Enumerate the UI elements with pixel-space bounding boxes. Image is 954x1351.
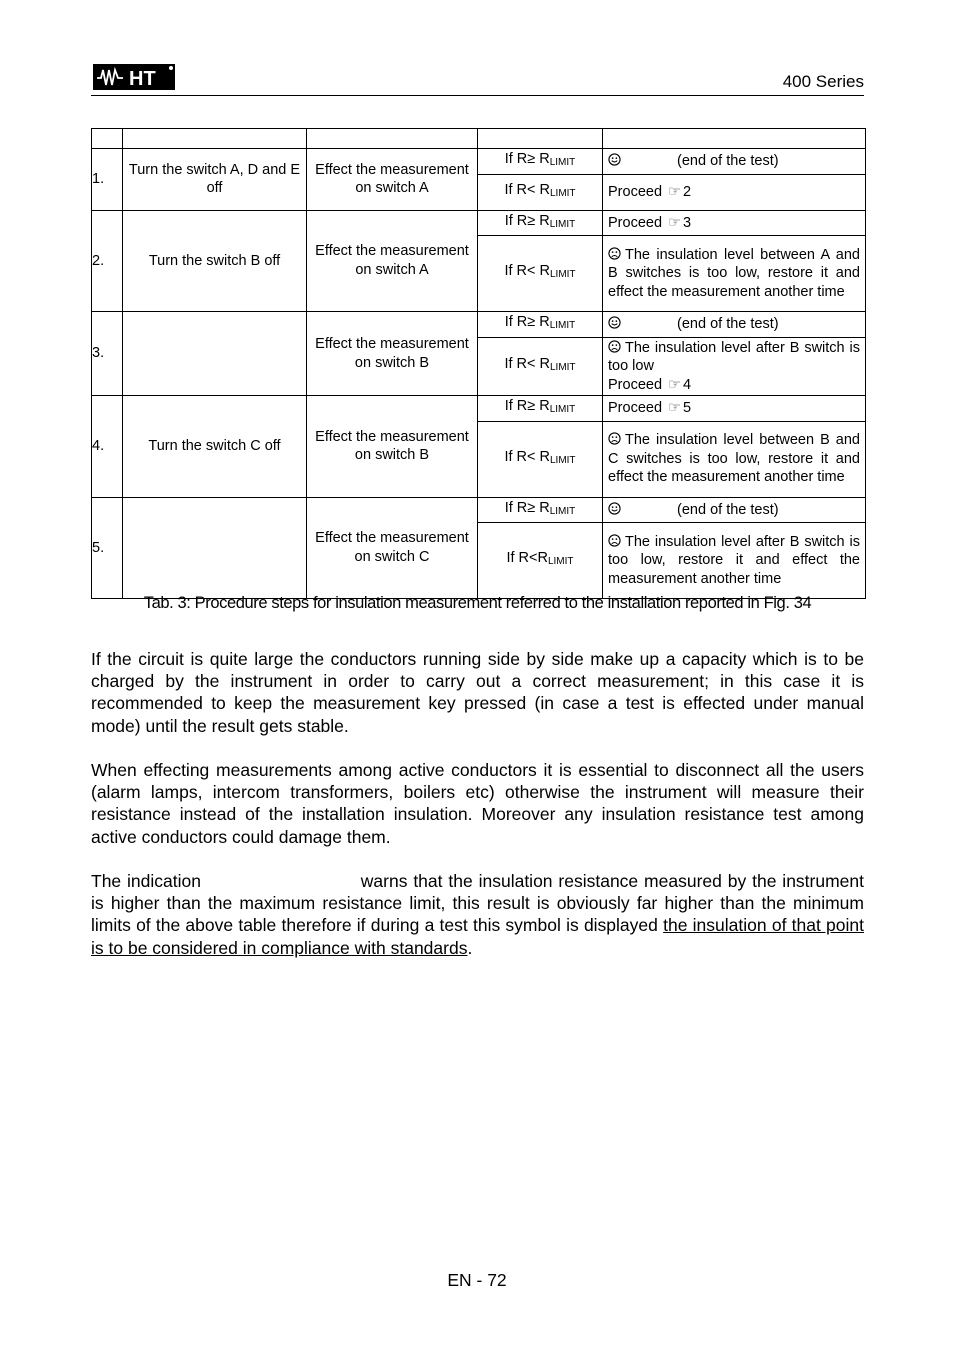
series-label: 400 Series [782, 72, 864, 91]
result-cell: (end of the test) [603, 312, 866, 338]
compliance-statement: the insulation of that point is to be considered in compliance with standards [91, 915, 865, 958]
table-row [92, 149, 866, 175]
step-number: 3. [92, 312, 123, 396]
result-cell: The insulation level after B switch is too low Proceed ☞ 4 [603, 337, 866, 396]
step-number: 2. [92, 210, 123, 312]
procedure-table [91, 128, 866, 599]
frown-icon [608, 432, 621, 445]
logo-text: HT [129, 68, 156, 90]
page-header [91, 60, 864, 96]
step-effect: Effect the measurement on switch B [307, 396, 478, 498]
smile-icon [608, 502, 621, 515]
paragraph-capacity: If the circuit is quite large the conductors running side by side make up a capacity which is to be charged by the instrument in order to carry out a correct measurement; in this case it is recommended to keep the measurement key pressed (in case a test is effected under manual mode) until the result gets stable. [91, 649, 864, 736]
pointing-hand-icon: ☞ [668, 214, 682, 231]
step-action: Turn the switch C off [123, 396, 307, 498]
table-row [92, 312, 866, 338]
result-cell: Proceed ☞ 3 [603, 210, 866, 236]
smile-icon [608, 316, 621, 329]
condition-cell: If $R< R_{LIMIT}$ [478, 174, 603, 210]
pointing-hand-icon: ☞ [668, 400, 682, 416]
condition-cell: If $R\ge R_{LIMIT}$ [478, 497, 603, 523]
table-row [92, 396, 866, 422]
condition-cell: If $R< R_{LIMIT}$ [478, 236, 603, 312]
pointing-hand-icon: ☞ [668, 183, 682, 200]
step-action: Turn the switch A, D and E off [123, 149, 307, 211]
frown-icon [608, 247, 621, 260]
step-effect: Effect the measurement on switch A [307, 149, 478, 211]
table-row [92, 497, 866, 523]
smile-icon [608, 153, 621, 166]
table-header-row [92, 129, 866, 149]
step-action [123, 497, 307, 599]
step-number: 4. [92, 396, 123, 498]
result-cell: The insulation level between A and B switches is too low, restore it and effect the measurement another time [603, 236, 866, 312]
step-number: 5. [92, 497, 123, 599]
step-action: Turn the switch B off [123, 210, 307, 312]
paragraph-indication: The indication warns that the insulation resistance measured by the instrument is higher than the maximum resistance limit, this result is obviously far higher than the minimum limits of the above table therefore if during a test this symbol is displayed the insulation of that point is to be considered in compliance with standards. [91, 871, 865, 958]
condition-cell: If $R<R_{LIMIT}$ [478, 523, 603, 599]
result-cell: The insulation level after B switch is too low, restore it and effect the measurement another time [603, 523, 866, 599]
condition-cell: If $R< R_{LIMIT}$ [478, 337, 603, 396]
pointing-hand-icon: ☞ [668, 376, 682, 393]
paragraph-active-conductors: When effecting measurements among active conductors it is essential to disconnect all the users (alarm lamps, intercom transformers, boilers etc) otherwise the instrument will measure their resistance instead of the installation insulation. Moreover any insulation resistance test among active conductors could damage them. [91, 760, 864, 847]
frown-icon [608, 534, 621, 547]
step-effect: Effect the measurement on switch C [307, 497, 478, 599]
step-effect: Effect the measurement on switch A [307, 210, 478, 312]
step-number: 1. [92, 149, 123, 211]
ht-logo [93, 64, 175, 90]
table-row [92, 210, 866, 236]
condition-cell: If $R\ge R_{LIMIT}$ [478, 396, 603, 422]
result-cell: Proceed ☞ 5 [603, 396, 866, 422]
step-effect: Effect the measurement on switch B [307, 312, 478, 396]
step-action [123, 312, 307, 396]
condition-cell: If $R\ge R_{LIMIT}$ [478, 210, 603, 236]
page-number: EN - 72 [447, 1270, 507, 1290]
table-caption: Tab. 3: Procedure steps for insulation measurement referred to the installation reported in Fig. 34 [143, 594, 812, 612]
result-cell: The insulation level between B and C switches is too low, restore it and effect the measurement another time [603, 421, 866, 497]
result-cell: (end of the test) [603, 149, 866, 175]
condition-cell: If $R< R_{LIMIT}$ [478, 421, 603, 497]
result-cell: Proceed ☞ 2 [603, 174, 866, 210]
condition-cell: If $R\ge R_{LIMIT}$ [478, 149, 603, 175]
frown-icon [608, 340, 621, 353]
result-cell: (end of the test) [603, 497, 866, 523]
condition-cell: If $R\ge R_{LIMIT}$ [478, 312, 603, 338]
